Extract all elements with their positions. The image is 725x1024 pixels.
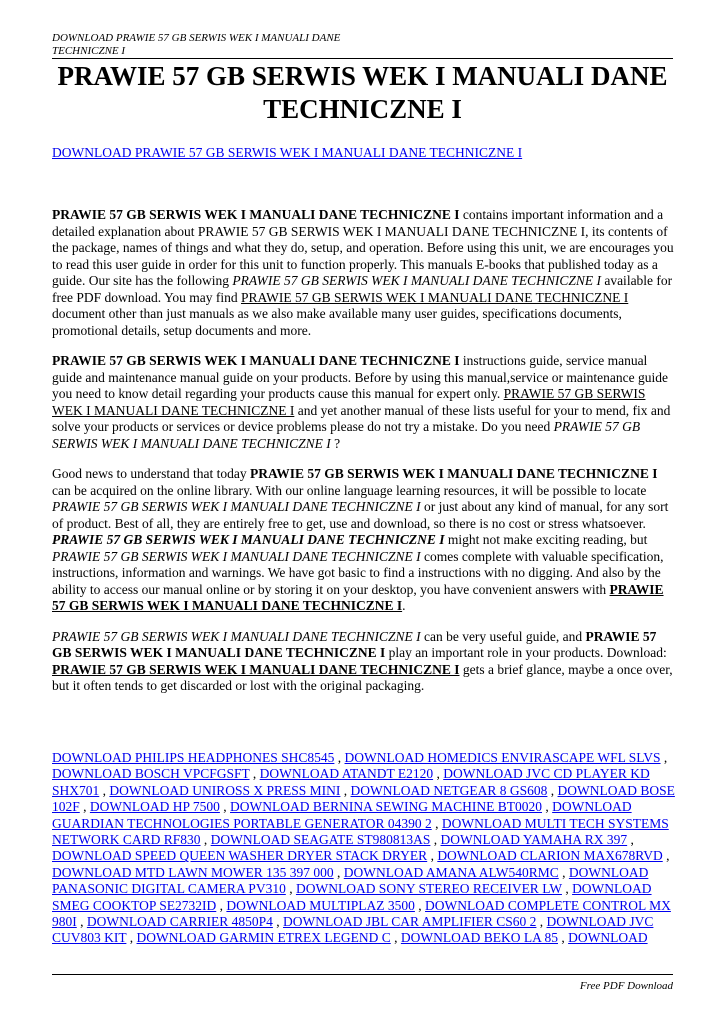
related-download-link[interactable]: DOWNLOAD HOMEDICS ENVIRASCAPE WFL SLVS [344,750,661,765]
emphasized-title: PRAWIE 57 GB SERWIS WEK I MANUALI DANE TECHNICZNE I [52,353,460,368]
related-download-link[interactable]: DOWNLOAD CARRIER 4850P4 [86,914,273,930]
emphasized-title: PRAWIE 57 GB SERWIS WEK I MANUALI DANE TECHNICZNE I [52,628,657,660]
paragraph-text: play an important role in your products. Download: [385,645,667,660]
running-header: DOWNLOAD PRAWIE 57 GB SERWIS WEK I MANUALI DANE TECHNICZNE I [52,32,341,57]
paragraph-text: document other than just manuals as we also make available many user guides, specifications documents, promotional details, setup documents and more. [52,306,622,338]
related-download-link[interactable]: DOWNLOAD JBL CAR AMPLIFIER CS60 2 [283,914,537,930]
emphasized-title[interactable]: PRAWIE 57 GB SERWIS WEK I MANUALI DANE TECHNICZNE I [241,289,629,305]
emphasized-title: PRAWIE 57 GB SERWIS WEK I MANUALI DANE TECHNICZNE I [249,466,658,481]
related-download-link[interactable]: DOWNLOAD HP 7500 [89,799,220,815]
related-download-link[interactable]: DOWNLOAD GUARDIAN TECHNOLOGIES PORTABLE GENERATOR 04390 2 [52,799,632,831]
related-download-link[interactable]: DOWNLOAD BERNINA SEWING MACHINE BT0020 [230,799,542,815]
paragraph-text: instructions guide, service manual guide and maintenance manual guide on your products. Before by using this manual,service or maintenance guide you need to know detail regarding your products cause this manual for expert only. [52,353,668,401]
related-download-link[interactable]: DOWNLOAD JVC CUV803 KIT [52,914,654,946]
related-download-link[interactable]: DOWNLOAD UNIROSS X PRESS MINI [109,782,341,798]
paragraph-text: can be acquired on the online library. With our online language learning resources, it will be possible to locate [52,482,647,498]
emphasized-title: PRAWIE 57 GB SERWIS WEK I MANUALI DANE TECHNICZNE I [52,419,641,451]
document-title: PRAWIE 57 GB SERWIS WEK I MANUALI DANE TECHNICZNE I [57,61,668,124]
related-download-link[interactable]: DOWNLOAD MTD LAWN MOWER 135 397 000 [52,864,334,880]
related-download-link[interactable]: DOWNLOAD BOSE 102F [52,782,675,815]
related-download-link[interactable]: DOWNLOAD AMANA ALW540RMC [343,864,559,880]
emphasized-title: PRAWIE 57 GB SERWIS WEK I MANUALI DANE TECHNICZNE I [52,207,460,222]
paragraph-text: Good news to understand that today [52,466,250,481]
footer-divider [52,974,673,975]
header-divider [52,58,673,59]
paragraph-text: and yet another manual of these lists useful for your to mend, fix and solve your products or services or device problems please do not try a mistake. Do you need [52,402,671,434]
paragraph-text: might not make exciting reading, but [444,532,648,547]
paragraph-text: . [402,598,406,613]
paragraph [52,629,677,695]
paragraph [52,207,677,339]
paragraph [52,353,677,452]
article-body [52,207,677,709]
related-download-link[interactable]: DOWNLOAD MULTIPLAZ 3500 [226,897,415,913]
related-download-link[interactable]: DOWNLOAD PHILIPS HEADPHONES SHC8545 [52,750,335,765]
related-download-link[interactable]: DOWNLOAD NETGEAR 8 GS608 [350,782,548,798]
emphasized-title: PRAWIE 57 GB SERWIS WEK I MANUALI DANE TECHNICZNE I [52,548,421,564]
footer-label: Free PDF Download [579,980,673,992]
related-download-link[interactable]: DOWNLOAD MULTI TECH SYSTEMS NETWORK CARD RF830 [52,815,669,848]
related-download-link[interactable]: DOWNLOAD ATANDT E2120 [259,766,434,782]
emphasized-title[interactable]: PRAWIE 57 GB SERWIS WEK I MANUALI DANE TECHNICZNE I [52,386,646,418]
paragraph [52,466,677,615]
related-download-link[interactable]: DOWNLOAD PANASONIC DIGITAL CAMERA PV310 [52,864,649,897]
paragraph-text: contains important information and a detailed explanation about PRAWIE 57 GB SERWIS WEK I MANUALI DANE TECHNICZNE I, its contents of the package, names of things and what they do, setup, and operation. Before using this unit, we are encourages you to read this user guide in order for this unit to function properly. This manuals E-books that published today as a guide. Our site has the following [52,207,674,288]
paragraph-text: ? [330,435,341,451]
related-download-link[interactable]: DOWNLOAD SPEED QUEEN WASHER DRYER STACK DRYER [52,848,428,864]
related-download-link[interactable]: DOWNLOAD GARMIN ETREX LEGEND C [136,930,391,946]
related-downloads-list: DOWNLOAD PHILIPS HEADPHONES SHC8545 , DOWNLOAD HOMEDICS ENVIRASCAPE WFL SLVS , DOWNLOAD BOSCH VPCFGSFT , DOWNLOAD ATANDT E2120 , DOWNLOAD JVC CD PLAYER KD SHX701 , DOWNLOAD UNIROSS X PRESS MINI , DOWNLOAD NETGEAR 8 GS608 , DOWNLOAD BOSE 102F , DOWNLOAD HP 7500 , DOWNLOAD BERNINA SEWING MACHINE BT0020 , DOWNLOAD GUARDIAN TECHNOLOGIES PORTABLE GENERATOR 04390 2 , DOWNLOAD MULTI TECH SYSTEMS NETWORK CARD RF830 , DOWNLOAD SEAGATE ST980813AS , DOWNLOAD YAMAHA RX 397 , DOWNLOAD SPEED QUEEN WASHER DRYER STACK DRYER , DOWNLOAD CLARION MAX678RVD , DOWNLOAD MTD LAWN MOWER 135 397 000 , DOWNLOAD AMANA ALW540RMC , DOWNLOAD PANASONIC DIGITAL CAMERA PV310 , DOWNLOAD SONY STEREO RECEIVER LW , DOWNLOAD SMEG COOKTOP SE2732ID , DOWNLOAD MULTIPLAZ 3500 , DOWNLOAD COMPLETE CONTROL MX 980I , DOWNLOAD CARRIER 4850P4 , DOWNLOAD JBL CAR AMPLIFIER CS60 2 , DOWNLOAD JVC CUV803 KIT , DOWNLOAD GARMIN ETREX LEGEND C , DOWNLOAD BEKO LA 85 , DOWNLOAD [52,750,675,946]
emphasized-title[interactable]: PRAWIE 57 GB SERWIS WEK I MANUALI DANE TECHNICZNE I [52,661,460,677]
paragraph-text: can be very useful guide, and [420,628,586,644]
emphasized-title: PRAWIE 57 GB SERWIS WEK I MANUALI DANE TECHNICZNE I [232,273,601,288]
paragraph-text: gets a brief glance, maybe a once over, but it often tends to get discarded or lost with the original packaging. [52,661,673,693]
download-link[interactable]: DOWNLOAD PRAWIE 57 GB SERWIS WEK I MANUALI DANE TECHNICZNE I [52,145,523,160]
emphasized-title: PRAWIE 57 GB SERWIS WEK I MANUALI DANE TECHNICZNE I [52,532,445,547]
emphasized-title[interactable]: PRAWIE 57 GB SERWIS WEK I MANUALI DANE TECHNICZNE I [52,581,664,613]
related-download-link[interactable]: DOWNLOAD SONY STEREO RECEIVER LW [295,881,562,897]
emphasized-title: PRAWIE 57 GB SERWIS WEK I MANUALI DANE TECHNICZNE I [52,499,421,514]
related-download-link[interactable]: DOWNLOAD COMPLETE CONTROL MX 980I [52,897,671,930]
related-download-link[interactable]: DOWNLOAD BOSCH VPCFGSFT [52,766,250,782]
related-download-link[interactable]: DOWNLOAD BEKO LA 85 [400,930,558,946]
paragraph-text: available for free PDF download. You may find [52,273,673,305]
emphasized-title: PRAWIE 57 GB SERWIS WEK I MANUALI DANE TECHNICZNE I [52,628,421,644]
related-download-link[interactable]: DOWNLOAD [568,930,648,946]
paragraph-text: or just about any kind of manual, for any sort of product. Best of all, they are entirely free to get, use and download, so there is no cost or stress whatsoever. [52,499,669,531]
paragraph-text: comes complete with valuable specification, instructions, information and warnings. We have got basic to find a instructions with no digging. And also by the ability to access our manual online or by storing it on your desktop, you have convenient answers with [52,548,664,597]
related-download-link[interactable]: DOWNLOAD SEAGATE ST980813AS [210,832,431,848]
related-download-link[interactable]: DOWNLOAD CLARION MAX678RVD [437,848,663,864]
related-download-link[interactable]: DOWNLOAD JVC CD PLAYER KD SHX701 [52,766,650,798]
related-download-link[interactable]: DOWNLOAD SMEG COOKTOP SE2732ID [52,881,652,913]
related-download-link[interactable]: DOWNLOAD YAMAHA RX 397 [440,832,628,848]
